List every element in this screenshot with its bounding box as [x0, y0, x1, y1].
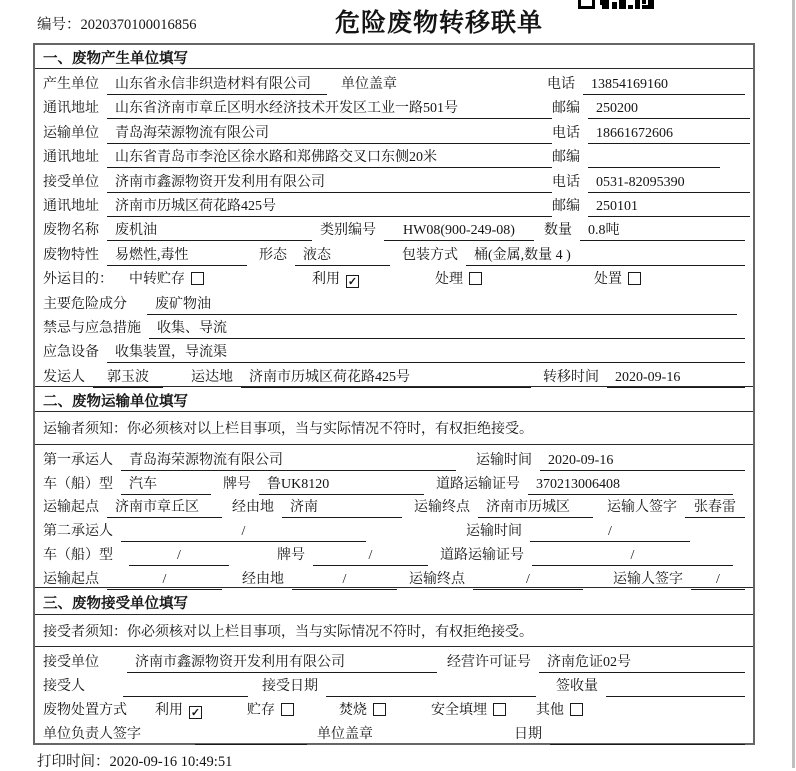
consignor-row	[35, 362, 753, 386]
accept-unit-label: 接受单位	[43, 655, 99, 671]
first-route-row	[35, 492, 753, 516]
transporter-zip-value	[588, 150, 720, 168]
producer-row	[35, 69, 753, 93]
manifest-number-value: 2020370100016856	[80, 17, 197, 33]
receiver-row	[35, 167, 753, 191]
origin-label: 运输起点	[43, 571, 99, 587]
checkbox-disposal-other	[570, 703, 583, 716]
disposal-method-row	[35, 695, 753, 719]
emergency-equipment-value: 收集装置，导流渠	[107, 341, 745, 363]
waste-name-label: 废物名称	[43, 223, 99, 239]
plate-label: 牌号	[277, 547, 305, 563]
date-label: 日期	[514, 727, 542, 743]
address-label: 通讯地址	[43, 101, 99, 117]
emergency-equipment-label: 应急设备	[43, 345, 99, 361]
receiver-address-row	[35, 191, 753, 215]
first-carrier-value: 青岛海荣源物流有限公司	[121, 449, 456, 471]
quantity-label: 数量	[544, 223, 572, 239]
waste-character-value: 易燃性,毒性	[107, 244, 247, 266]
plate-label: 牌号	[223, 476, 251, 492]
manifest-form	[33, 43, 755, 745]
second-carrier-row	[35, 516, 753, 540]
first-vehicle-type-value: 汽车	[121, 473, 211, 495]
chief-sign-label: 单位负责人签字	[43, 727, 141, 743]
page-title: 危险废物转移联单	[335, 10, 544, 37]
package-value: 桶(金属,数量 4 )	[466, 244, 745, 266]
origin-label: 运输起点	[43, 500, 99, 516]
endpoint-label: 运输终点	[414, 500, 470, 516]
second-transport-time-value: /	[530, 524, 690, 542]
waste-name-value: 废机油	[107, 219, 312, 241]
second-endpoint-value: /	[473, 572, 583, 590]
producer-tel-value: 13854169160	[583, 77, 745, 95]
receiver-tel-value: 0531-82095390	[588, 175, 750, 193]
second-road-permit-value: /	[532, 548, 733, 566]
second-plate-value: /	[313, 548, 428, 566]
transporter-address-row	[35, 142, 753, 166]
address-label: 通讯地址	[43, 198, 99, 214]
transport-time-label: 运输时间	[476, 453, 532, 469]
second-origin-value: /	[107, 572, 222, 590]
disposal-option-landfill: 安全填埋	[431, 699, 506, 719]
page-edge-line	[792, 0, 795, 768]
print-time-label: 打印时间：	[37, 754, 110, 770]
disposal-option-utilize: 利用 ✓	[155, 703, 201, 720]
checkbox-disposal-store	[281, 703, 294, 716]
section3-header: 三、废物接受单位填写	[35, 587, 753, 615]
first-via-value: 济南	[282, 496, 402, 518]
transporter-label: 运输单位	[43, 125, 99, 141]
first-vehicle-row	[35, 469, 753, 493]
address-label: 通讯地址	[43, 150, 99, 166]
receiver-tel-label: 电话	[552, 174, 580, 190]
transporter-row	[35, 118, 753, 142]
first-endpoint-value: 济南市历城区	[478, 496, 593, 518]
receiver-label: 接受单位	[43, 174, 99, 190]
road-permit-label: 道路运输证号	[440, 547, 524, 563]
hazard-component-row	[35, 289, 753, 313]
second-route-row	[35, 564, 753, 588]
producer-tel-label: 电话	[547, 77, 575, 92]
chief-sign-row	[35, 719, 753, 743]
sign-qty-label: 签收量	[556, 679, 598, 695]
receiver-value: 济南市鑫源物资开发利用有限公司	[107, 171, 552, 193]
producer-label: 产生单位	[43, 77, 99, 92]
section1-header: 一、废物产生单位填写	[35, 45, 753, 69]
checkbox-transfer-storage	[191, 272, 204, 285]
transporter-tel-label: 电话	[552, 125, 580, 141]
unit-seal-label: 单位盖章	[317, 727, 373, 743]
hazard-component-label: 主要危险成分	[43, 296, 127, 312]
via-label: 经由地	[232, 500, 274, 516]
purpose-option-dispose: 处置	[594, 268, 641, 288]
vehicle-type-label: 车（船）型	[43, 547, 113, 563]
accept-date-label: 接受日期	[262, 679, 318, 695]
zip-label: 邮编	[552, 150, 580, 166]
first-origin-value: 济南市章丘区	[107, 496, 222, 518]
carrier-sign-label: 运输人签字	[613, 571, 683, 587]
receiver-address-value: 济南市历城区荷花路425号	[107, 195, 552, 217]
hazard-component-value: 废矿物油	[147, 293, 737, 315]
waste-code-value: HW08(900-249-08)	[384, 223, 534, 241]
carrier-sign-label: 运输人签字	[607, 500, 677, 516]
form-value: 液态	[295, 244, 390, 266]
accept-unit-value: 济南市鑫源物资开发利用有限公司	[127, 651, 437, 673]
emergency-equipment-row	[35, 337, 753, 361]
via-label: 经由地	[242, 571, 284, 587]
purpose-option-utilize: 利用 ✓	[312, 272, 358, 289]
transporter-address-value: 山东省青岛市李沧区徐水路和郑佛路交叉口东侧20米	[107, 146, 552, 168]
waste-code-label: 类别编号	[320, 223, 376, 239]
emergency-measures-value: 收集、导流	[149, 317, 745, 339]
disposal-method-label: 废物处置方式	[43, 703, 127, 719]
second-via-value: /	[292, 572, 397, 590]
unit-seal-label: 单位盖章	[341, 77, 397, 92]
emergency-measures-row	[35, 313, 753, 337]
zip-label: 邮编	[552, 198, 580, 214]
disposal-option-store: 贮存	[247, 699, 294, 719]
transporter-tel-value: 18661672606	[588, 126, 750, 144]
purpose-option-transfer-storage: 中转贮存	[129, 268, 204, 288]
zip-label: 邮编	[552, 101, 580, 117]
receiver-zip-value: 250101	[588, 199, 750, 217]
destination-label: 运达地	[191, 369, 233, 385]
quantity-value: 0.8吨	[580, 219, 745, 241]
purpose-option-treat: 处理	[435, 268, 482, 288]
transporter-notice: 运输者须知：你必须核对以上栏目事项，当与实际情况不符时，有权拒绝接受。	[35, 412, 753, 445]
license-value: 济南危证02号	[539, 651, 745, 673]
first-carrier-label: 第一承运人	[43, 453, 113, 469]
second-carrier-sign-value: /	[691, 572, 745, 590]
disposal-option-other: 其他	[536, 699, 583, 719]
first-carrier-row	[35, 445, 753, 469]
section2-header: 二、废物运输单位填写	[35, 386, 753, 412]
first-transport-time-value: 2020-09-16	[540, 453, 745, 471]
license-label: 经营许可证号	[447, 655, 531, 671]
transfer-time-value: 2020-09-16	[607, 370, 745, 388]
consignor-value: 郭玉波	[93, 366, 163, 388]
consignor-label: 发运人	[43, 369, 85, 385]
first-road-permit-value: 370213006408	[528, 477, 733, 495]
manifest-number	[37, 13, 197, 34]
waste-character-row	[35, 240, 753, 264]
second-vehicle-row	[35, 540, 753, 564]
checkbox-treat	[469, 272, 482, 285]
acceptor-row	[35, 671, 753, 695]
producer-value: 山东省永信非织造材料有限公司	[107, 73, 327, 95]
qr-code-fragment	[578, 0, 654, 10]
producer-address-row	[35, 93, 753, 117]
acceptor-label: 接受人	[43, 679, 85, 695]
endpoint-label: 运输终点	[409, 571, 465, 587]
disposal-option-incinerate: 焚烧	[339, 699, 386, 719]
checkbox-dispose	[628, 272, 641, 285]
date-value	[550, 727, 745, 745]
checkbox-disposal-landfill	[493, 703, 506, 716]
destination-value: 济南市历城区荷花路425号	[241, 366, 531, 388]
first-carrier-sign-value: 张春雷	[685, 496, 745, 518]
second-carrier-label: 第二承运人	[43, 524, 113, 540]
transfer-time-label: 转移时间	[543, 369, 599, 385]
checkbox-disposal-incinerate	[373, 703, 386, 716]
chief-sign-value	[195, 727, 307, 745]
producer-address-value: 山东省济南市章丘区明水经济技术开发区工业一路501号	[107, 97, 552, 119]
checkbox-utilize: ✓	[347, 276, 358, 289]
accept-unit-row	[35, 647, 753, 671]
road-permit-label: 道路运输证号	[436, 476, 520, 492]
transport-time-label: 运输时间	[466, 524, 522, 540]
receiver-notice: 接受者须知：你必须核对以上栏目事项，当与实际情况不符时，有权拒绝接受。	[35, 615, 753, 647]
waste-name-row	[35, 215, 753, 239]
transporter-value: 青岛海荣源物流有限公司	[107, 122, 552, 144]
form-label: 形态	[259, 247, 287, 263]
checkbox-disposal-utilize: ✓	[190, 707, 201, 720]
second-vehicle-type-value: /	[129, 548, 229, 566]
purpose-row	[35, 264, 753, 288]
print-time-value: 2020-09-16 10:49:51	[109, 754, 233, 770]
producer-zip-value: 250200	[588, 101, 750, 119]
emergency-measures-label: 禁忌与应急措施	[43, 320, 141, 336]
second-carrier-value: /	[121, 524, 366, 542]
package-label: 包装方式	[402, 247, 458, 263]
waste-character-label: 废物特性	[43, 247, 99, 263]
vehicle-type-label: 车（船）型	[43, 476, 113, 492]
manifest-number-label: 编号：	[37, 17, 81, 33]
first-plate-value: 鲁UK8120	[259, 473, 424, 495]
purpose-label: 外运目的：	[43, 272, 113, 288]
